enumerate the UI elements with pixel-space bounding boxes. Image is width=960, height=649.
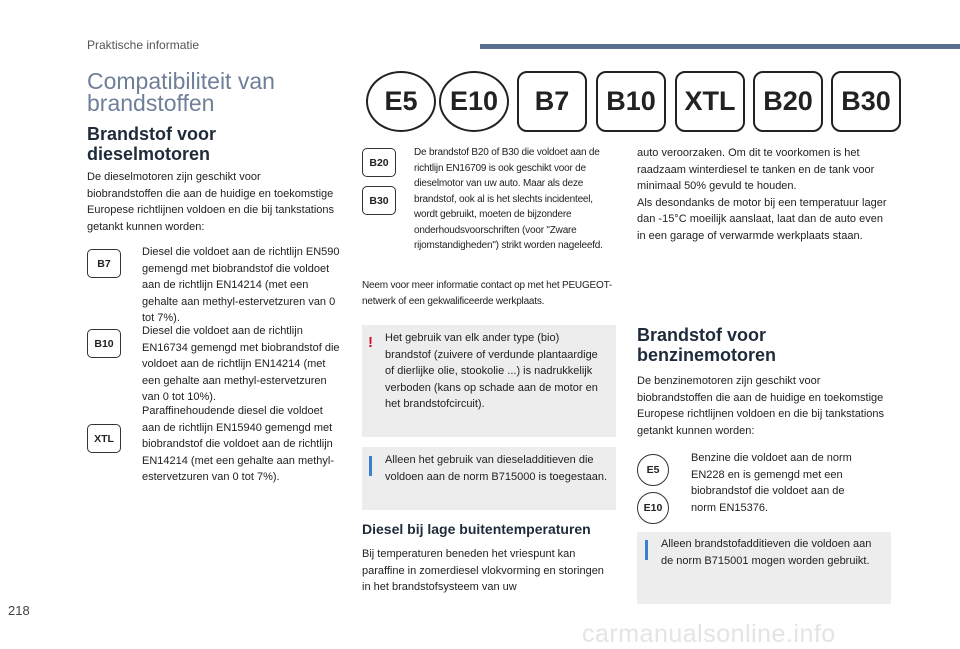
diesel-item-b10: Diesel die voldoet aan de richtlijn EN16734 gemengd met biobrandstof die voldoet aan de richtlijn EN14214 (met een gehalte aan methyl-estervetzuren van 0 tot 10%). — [142, 325, 340, 403]
fuel-code-e5: E5 — [366, 71, 436, 132]
warning-text: Het gebruik van elk ander type (bio) brandstof (zuivere of verdunde plantaardige of dierlijke olie, stookolie ...) is nadrukkelijk verboden (kans op schade aan de motor en het brandstofcircuit). — [385, 332, 598, 410]
code-b7: B7 — [87, 249, 121, 278]
low-temp-continuation: auto veroorzaken. Om dit te voorkomen is het raadzaam winterdiesel te tanken en de tank voor minimaal 50% gevuld te houden. Als desondanks de motor bij een temperatuur lager dan -15°C moeilijk aanslaat, laat dan de auto even in een garage of verwarmde werkplaats staan. — [637, 147, 887, 242]
page-title: Compatibiliteit van brandstoffen — [87, 68, 275, 116]
b20-b30-text: De brandstof B20 of B30 die voldoet aan de richtlijn EN16709 is ook geschikt voor de dieselmotor van uw auto. Maar als deze brandstof, ook al is het slechts incidenteel, wordt gebruikt, moeten de bijzondere onderhoudsvoorschriften (voor "Zware rijomstandigheden") strikt worden nageleefd. — [414, 147, 603, 251]
code-b10: B10 — [87, 329, 121, 358]
low-temp-text: Bij temperaturen beneden het vriespunt kan paraffine in zomerdiesel vlokvorming en storingen in het brandstofsysteem van uw — [362, 548, 604, 593]
info-icon — [369, 456, 372, 476]
fuel-code-b30: B30 — [831, 71, 901, 132]
diesel-heading: Brandstof voor dieselmotoren — [87, 124, 217, 164]
petrol-heading: Brandstof voor benzinemotoren — [637, 325, 777, 365]
info-text-petrol: Alleen brandstofadditieven die voldoen aan de norm B715001 mogen worden gebruikt. — [661, 538, 872, 567]
code-e10: E10 — [637, 492, 669, 524]
code-xtl: XTL — [87, 424, 121, 453]
fuel-code-b7: B7 — [517, 71, 587, 132]
code-b20: B20 — [362, 148, 396, 177]
low-temp-heading: Diesel bij lage buitentemperaturen — [362, 521, 591, 537]
warning-icon: ! — [368, 334, 373, 351]
info-text-diesel: Alleen het gebruik van dieseladditieven die voldoen aan de norm B715000 is toegestaan. — [385, 454, 607, 483]
fuel-code-b20: B20 — [753, 71, 823, 132]
code-e5: E5 — [637, 454, 669, 486]
code-b30: B30 — [362, 186, 396, 215]
header-bar — [480, 44, 960, 49]
watermark: carmanualsonline.info — [582, 620, 836, 648]
fuel-code-xtl: XTL — [675, 71, 745, 132]
fuel-code-b10: B10 — [596, 71, 666, 132]
info-icon — [645, 540, 648, 560]
section-header: Praktische informatie — [87, 38, 200, 52]
contact-note: Neem voor meer informatie contact op met het PEUGEOT-netwerk of een gekwalificeerde werkplaats. — [362, 280, 613, 307]
petrol-e-text: Benzine die voldoet aan de norm EN228 en is gemengd met een biobrandstof die voldoet aan de norm EN15376. — [691, 452, 852, 514]
petrol-intro: De benzinemotoren zijn geschikt voor biobrandstoffen die aan de huidige en toekomstige Europese richtlijnen voldoen en die bij tankstations getankt kunnen worden: — [637, 375, 885, 437]
fuel-code-e10: E10 — [439, 71, 509, 132]
diesel-item-b7: Diesel die voldoet aan de richtlijn EN590 gemengd met biobrandstof die voldoet aan de richtlijn EN14214 (met een gehalte aan methyl-estervetzuren van 0 tot 7%). — [142, 246, 340, 324]
page-number: 218 — [8, 603, 30, 618]
diesel-item-xtl: Paraffinehoudende diesel die voldoet aan de richtlijn EN15940 gemengd met biobrandstof die voldoet aan de richtlijn EN14214 (met een gehalte aan methyl-estervetzuren van 0 tot 7%). — [142, 405, 335, 483]
diesel-intro: De dieselmotoren zijn geschikt voor biobrandstoffen die aan de huidige en toekomstige Europese richtlijnen voldoen en die bij tankstations getankt kunnen worden: — [87, 171, 335, 233]
